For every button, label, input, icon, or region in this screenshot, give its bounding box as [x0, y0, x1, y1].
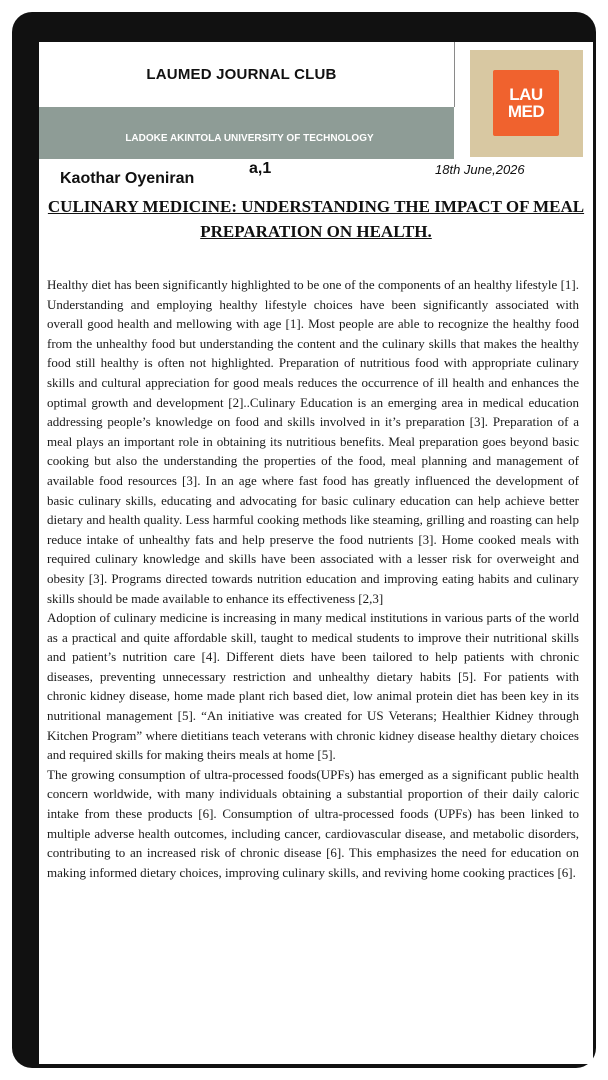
paragraph-2: Adoption of culinary medicine is increasing in many medical institutions in various parts of the world as a practical and quite affordable skill, taught to medical students to improve their nutritional skills and patient’s nutrition care [4]. Different diets have been tailored to help patients with chronic diseases, preventing unnecessary restriction and unhealthy dietary habits [5]. For patients with chronic kidney disease, home made plant rich based diet, low animal protein diet has been key in its nutritional management [5]. “An initiative was created for US Veterans; Healthier Kidney through Kitchen Program” where dietitians teach veterans with chronic kidney disease healthy dietary choices and required skills for making theirs meals at home [5].: [47, 610, 579, 763]
paragraph-3: The growing consumption of ultra-processed foods(UPFs) has emerged as a significant public health concern worldwide, with many individuals obtaining a substantial proportion of their daily caloric intake from these products [6]. Consumption of ultra-processed foods (UPFs) has been linked to multiple adverse health outcomes, including cancer, cardiovascular disease, and metabolic disorders, contributing to an increased risk of chronic disease [6]. This emphasizes the need for education on making informed dietary choices, improving culinary skills, and reviving home cooking practices [6].: [47, 766, 579, 880]
logo-panel: [470, 50, 583, 157]
club-header: [39, 42, 455, 107]
logo-text-top: LAU: [509, 85, 543, 104]
author-name: Kaothar Oyeniran: [60, 170, 195, 187]
article-body: [47, 275, 579, 882]
university-band: [39, 107, 454, 159]
laumed-logo: [493, 70, 559, 136]
logo-text-bottom: MED: [507, 102, 545, 121]
author-affiliation: a,1: [249, 160, 272, 177]
page-frame: [12, 12, 596, 1068]
club-name: LAUMED JOURNAL CLUB: [146, 66, 337, 83]
university-name: LADOKE AKINTOLA UNIVERSITY OF TECHNOLOGY: [125, 132, 374, 144]
paragraph-1: Healthy diet has been significantly highlighted to be one of the components of an healthy lifestyle [1]. Understanding and employing healthy lifestyle choices have been significantly associated with overall good health and mellowing with age [1]. Most people are able to recognize the healthy food from the unhealthy food but understanding the content and the culinary skills that makes the healthy food still healthy is often not highlighted. Preparation of nutritious food with appropriate culinary skills and cultural appreciation for good meals reduces the occurrence of ill health and enhances the optimal growth and development [2]..Culinary Education is an emerging area in medical education addressing people’s knowledge on food and skills involved in it’s preparation [3]. Preparation of a meal plays an important role in obtaining its nutritious benefits. Meal preparation goes beyond basic cooking but also the understanding the properties of the food, meal planning and management of available food resources [3]. In an age where fast food has greatly influenced the development of basic culinary skills, educating and advocating for basic culinary education can help achieve better dietary and health quality. Less harmful cooking methods like steaming, grilling and roasting can help reduce intake of unhealthy fats and help preserve the food nutrients [3]. Home cooked meals with required culinary knowledge and skills have been associated with a lesser risk for overweight and obesity [3]. Programs directed towards nutrition education and improving eating habits and culinary skills should be made available to enhance its effectiveness [2,3]: [47, 277, 579, 606]
document-page: [39, 42, 593, 1064]
article-title: CULINARY MEDICINE: UNDERSTANDING THE IMPACT OF MEAL PREPARATION ON HEALTH.: [47, 197, 585, 241]
publication-date: 18th June,2026: [435, 162, 525, 177]
